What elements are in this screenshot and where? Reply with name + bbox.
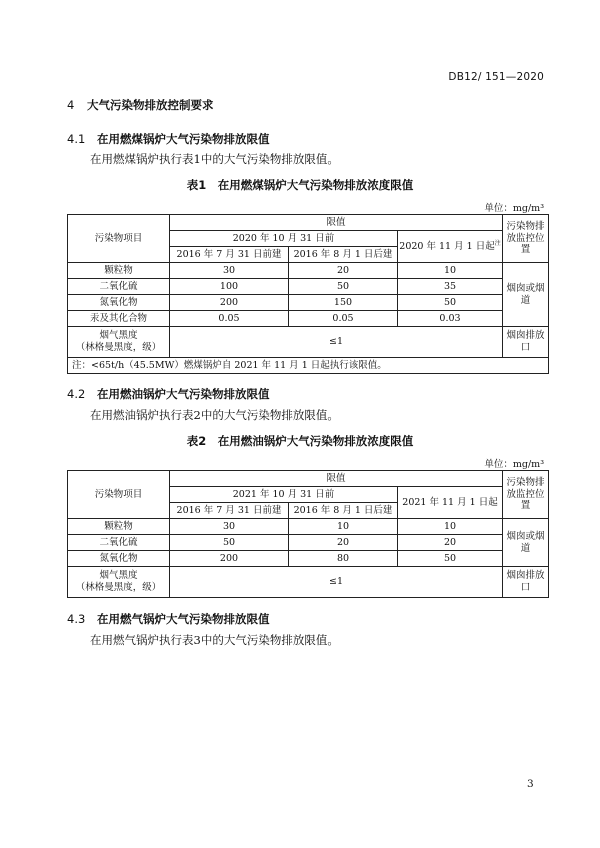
section-number: 4: [67, 98, 75, 112]
row-name: [68, 327, 170, 358]
row-value: ≤1: [170, 567, 503, 598]
section-title: 在用燃油锅炉大气污染物排放限值: [97, 387, 270, 401]
header-after-date: [398, 231, 503, 263]
monitor-outlet: 烟囱排放口: [503, 567, 549, 598]
ringelmann-label: （林格曼黑度，级）: [75, 582, 162, 593]
row-value: 10: [289, 519, 398, 535]
section-title: 在用燃煤锅炉大气污染物排放限值: [97, 132, 270, 146]
header-built-before: 2016 年 7 月 31 日前建: [170, 503, 289, 519]
header-monitor-label: 污染物排放监控位置: [506, 220, 545, 256]
header-before-date: 2021 年 10 月 31 日前: [170, 487, 398, 503]
row-value: 200: [170, 295, 289, 311]
note-marker: 注: [494, 239, 501, 247]
monitor-flue: 烟囱或烟道: [503, 519, 549, 567]
row-value: ≤1: [170, 327, 503, 358]
row-name: 颗粒物: [68, 263, 170, 279]
header-built-after: 2016 年 8 月 1 日后建: [289, 503, 398, 519]
header-monitor: [503, 215, 549, 263]
table1-note: 注：<65t/h（45.5MW）燃煤锅炉自 2021 年 11 月 1 日起执行该限值。: [68, 358, 549, 374]
table1-caption: 表1 在用燃煤锅炉大气污染物排放浓度限值: [186, 178, 414, 192]
row-value: 10: [398, 263, 503, 279]
smoke-blackness-label: 烟气黑度: [99, 570, 138, 582]
section-4-3-text: 在用燃气锅炉执行表3中的大气污染物排放限值。: [90, 633, 339, 647]
document-code: DB12/ 151—2020: [448, 71, 544, 83]
header-monitor: 污染物排放监控位置: [503, 471, 549, 519]
header-after-label: 2020 年 11 月 1 日起: [399, 241, 495, 253]
row-value: 35: [398, 279, 503, 295]
section-4-1-heading: [67, 131, 270, 147]
header-built-before: 2016 年 7 月 31 日前建: [170, 247, 289, 263]
row-name: 颗粒物: [68, 519, 170, 535]
row-value: 200: [170, 551, 289, 567]
row-value: 0.05: [289, 311, 398, 327]
row-value: 20: [289, 535, 398, 551]
section-4-heading: [67, 97, 214, 113]
ringelmann-label: （林格曼黑度，级）: [75, 342, 162, 353]
row-value: 20: [398, 535, 503, 551]
page-number: 3: [527, 778, 534, 790]
table1-unit: 单位：mg/m³: [484, 203, 544, 214]
monitor-outlet: 烟囱排放口: [503, 327, 549, 358]
row-name: [68, 567, 170, 598]
header-after-date: 2021 年 11 月 1 日起: [398, 487, 503, 519]
header-before-date: 2020 年 10 月 31 日前: [170, 231, 398, 247]
row-value: 0.03: [398, 311, 503, 327]
section-4-2-heading: [67, 386, 270, 402]
header-built-after: 2016 年 8 月 1 日后建: [289, 247, 398, 263]
table2-caption: 表2 在用燃油锅炉大气污染物排放浓度限值: [186, 434, 414, 448]
row-value: 50: [170, 535, 289, 551]
header-limit: 限值: [170, 471, 503, 487]
section-number: 4.3: [67, 612, 86, 626]
section-title: 大气污染物排放控制要求: [87, 98, 214, 112]
row-value: 50: [398, 295, 503, 311]
section-4-1-text: 在用燃煤锅炉执行表1中的大气污染物排放限值。: [90, 152, 339, 166]
row-name: 氮氧化物: [68, 295, 170, 311]
row-value: 100: [170, 279, 289, 295]
section-4-2-text: 在用燃油锅炉执行表2中的大气污染物排放限值。: [90, 408, 339, 422]
row-value: 30: [170, 263, 289, 279]
row-value: 80: [289, 551, 398, 567]
row-name: 汞及其化合物: [68, 311, 170, 327]
header-pollutant: 污染物项目: [68, 215, 170, 263]
row-value: 10: [398, 519, 503, 535]
section-title: 在用燃气锅炉大气污染物排放限值: [97, 612, 270, 626]
row-value: 20: [289, 263, 398, 279]
row-name: 二氧化硫: [68, 535, 170, 551]
row-name: 二氧化硫: [68, 279, 170, 295]
row-value: 150: [289, 295, 398, 311]
row-value: 0.05: [170, 311, 289, 327]
table1: [67, 214, 549, 374]
header-pollutant: 污染物项目: [68, 471, 170, 519]
smoke-blackness-label: 烟气黑度: [99, 330, 138, 342]
table2: [67, 470, 549, 598]
section-4-3-heading: [67, 611, 270, 627]
header-limit: 限值: [170, 215, 503, 231]
section-number: 4.1: [67, 132, 86, 146]
section-number: 4.2: [67, 387, 86, 401]
row-value: 30: [170, 519, 289, 535]
row-name: 氮氧化物: [68, 551, 170, 567]
row-value: 50: [289, 279, 398, 295]
monitor-flue: 烟囱或烟道: [503, 263, 549, 327]
row-value: 50: [398, 551, 503, 567]
table2-unit: 单位：mg/m³: [484, 459, 544, 470]
